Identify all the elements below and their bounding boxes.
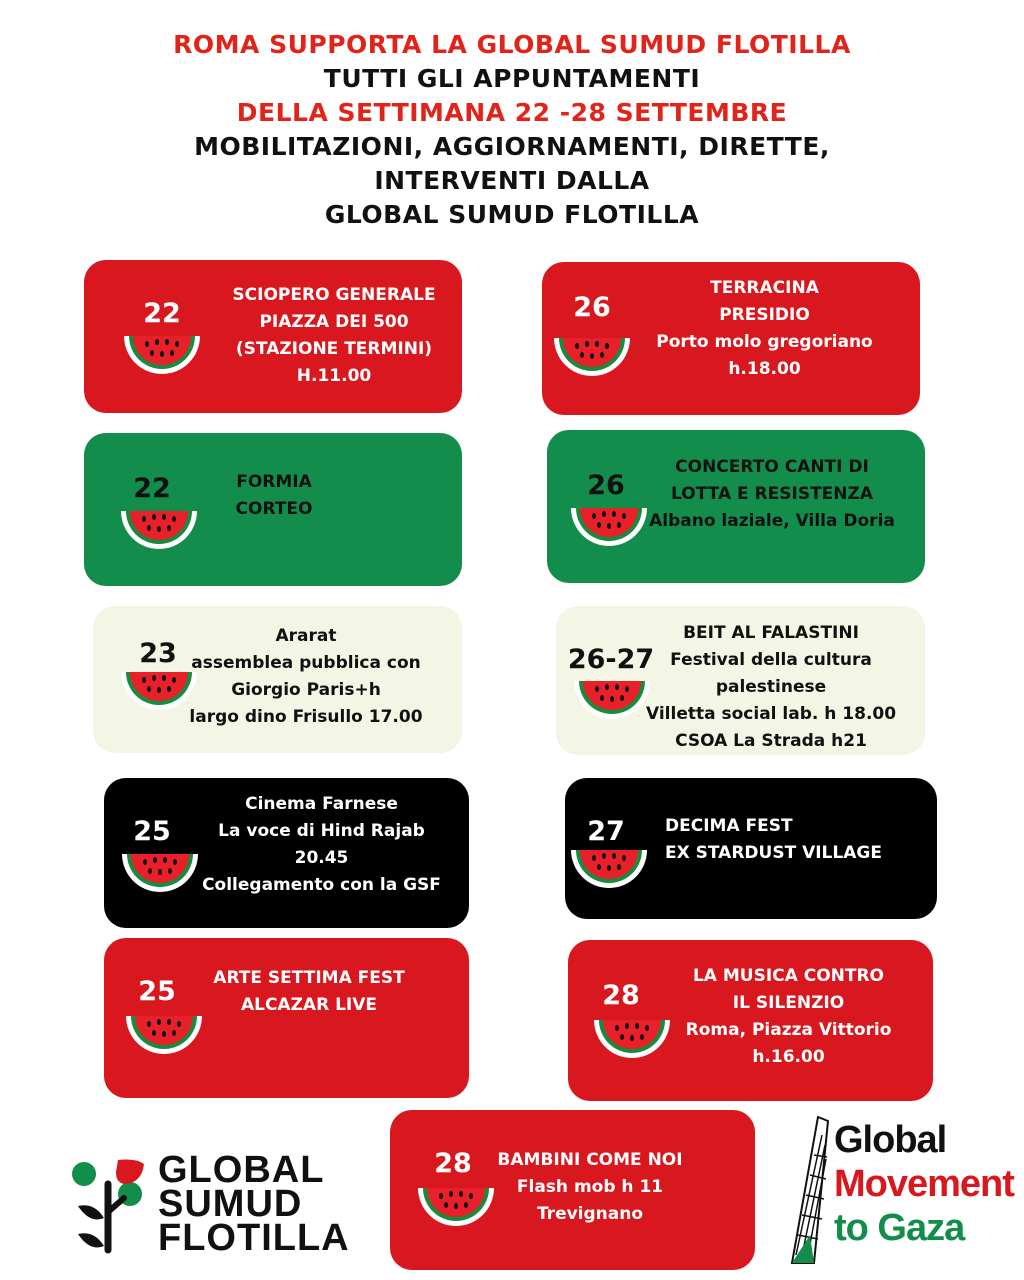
event-line: ARTE SETTIMA FEST: [213, 968, 405, 988]
global-movement-to-gaza-logo: [788, 1115, 1018, 1265]
global-sumud-flotilla-logo: [68, 1148, 388, 1258]
flotilla-tree-icon: [68, 1154, 152, 1254]
event-line: CONCERTO CANTI DI: [675, 457, 869, 477]
event-line: largo dino Frisullo 17.00: [189, 707, 423, 727]
event-line: H.11.00: [296, 366, 372, 386]
event-line: Festival della cultura: [670, 650, 872, 670]
watermelon-icon: [572, 679, 652, 721]
event-day: 25: [138, 976, 176, 1007]
event-line: Collegamento con la GSF: [202, 875, 441, 895]
event-card: [565, 778, 937, 919]
logo-left-line-1: GLOBAL: [158, 1149, 325, 1191]
event-card: [542, 262, 920, 415]
watermelon-icon: [592, 1018, 672, 1060]
event-line: PIAZZA DEI 500: [259, 312, 409, 332]
event-text: [490, 1147, 690, 1228]
event-text: [642, 275, 887, 383]
header: [0, 28, 1024, 232]
event-line: assemblea pubblica con: [191, 653, 421, 673]
event-text: [646, 620, 896, 755]
event-card: [104, 778, 469, 928]
title-line-3: DELLA SETTIMANA 22 -28 SETTEMBRE: [236, 98, 788, 127]
event-day: 26: [587, 470, 625, 501]
event-day: 22: [143, 298, 181, 329]
event-line: Villetta social lab. h 18.00: [646, 704, 897, 724]
event-line: Cinema Farnese: [245, 794, 398, 814]
event-line: CORTEO: [235, 499, 313, 519]
logo-left-line-3: FLOTILLA: [158, 1217, 350, 1259]
event-line: EX STARDUST VILLAGE: [665, 843, 882, 863]
title-line-2: TUTTI GLI APPUNTAMENTI: [323, 64, 701, 93]
event-line: LOTTA E RESISTENZA: [671, 484, 873, 504]
event-card: [84, 260, 462, 413]
event-card: [84, 433, 462, 586]
event-card: [547, 430, 925, 583]
event-day: 28: [434, 1148, 472, 1179]
watermelon-icon: [416, 1186, 496, 1228]
title-line-6: GLOBAL SUMUD FLOTILLA: [324, 200, 700, 229]
keffiyeh-icon: [788, 1115, 832, 1265]
watermelon-icon: [119, 509, 199, 551]
event-card: [93, 606, 462, 753]
event-day: 28: [602, 980, 640, 1011]
event-day: 22: [133, 473, 171, 504]
event-line: (STAZIONE TERMINI): [235, 339, 433, 359]
event-line: ALCAZAR LIVE: [240, 995, 378, 1015]
event-line: DECIMA FEST: [665, 816, 793, 836]
event-line: 20.45: [294, 848, 349, 868]
event-line: IL SILENZIO: [732, 993, 845, 1013]
event-card: [568, 940, 933, 1101]
event-line: BAMBINI COME NOI: [497, 1150, 683, 1170]
event-day: 25: [133, 816, 171, 847]
watermelon-icon: [122, 334, 202, 376]
logo-left-line-2: SUMUD: [158, 1183, 303, 1225]
title-line-5: INTERVENTI DALLA: [374, 166, 650, 195]
event-text: [185, 623, 427, 731]
logo-right-line-1: Global: [834, 1119, 947, 1161]
event-card: [104, 938, 469, 1098]
event-line: h.16.00: [752, 1047, 825, 1067]
watermelon-icon: [552, 336, 632, 378]
watermelon-icon: [120, 852, 200, 894]
event-line: PRESIDIO: [719, 305, 810, 325]
event-text: [194, 791, 449, 899]
watermelon-icon: [569, 848, 649, 890]
event-text: [214, 282, 454, 390]
event-line: Flash mob h 11: [516, 1177, 664, 1197]
event-line: Porto molo gregoriano: [656, 332, 873, 352]
event-text: [214, 469, 334, 523]
event-card: [556, 606, 925, 755]
logo-right-line-3: to Gaza: [834, 1207, 965, 1249]
event-card: [390, 1110, 755, 1270]
event-line: Ararat: [275, 626, 337, 646]
event-line: palestinese: [715, 677, 827, 697]
event-line: CSOA La Strada h21: [675, 731, 867, 751]
event-line: Albano laziale, Villa Doria: [649, 511, 895, 531]
event-line: Trevignano: [536, 1204, 644, 1224]
watermelon-icon: [569, 506, 649, 548]
event-line: Roma, Piazza Vittorio: [685, 1020, 892, 1040]
logo-right-line-2: Movement: [834, 1163, 1014, 1205]
event-line: FORMIA: [236, 472, 312, 492]
event-day: 23: [139, 638, 177, 669]
title-line-1: ROMA SUPPORTA LA GLOBAL SUMUD FLOTILLA: [173, 30, 851, 59]
event-text: [204, 965, 414, 1019]
event-line: BEIT AL FALASTINI: [683, 623, 859, 643]
event-line: La voce di Hind Rajab: [218, 821, 425, 841]
event-day: 26: [573, 292, 611, 323]
title-line-4: MOBILITAZIONI, AGGIORNAMENTI, DIRETTE,: [194, 132, 830, 161]
event-text: [665, 813, 880, 867]
event-day: 27: [587, 816, 625, 847]
event-line: TERRACINA: [710, 278, 819, 298]
event-text: [676, 963, 901, 1071]
event-day: 26-27: [567, 644, 655, 675]
event-line: Giorgio Paris+h: [231, 680, 381, 700]
event-line: h.18.00: [728, 359, 801, 379]
watermelon-icon: [124, 1014, 204, 1056]
event-line: SCIOPERO GENERALE: [232, 285, 436, 305]
event-line: LA MUSICA CONTRO: [692, 966, 885, 986]
event-text: [647, 454, 897, 535]
